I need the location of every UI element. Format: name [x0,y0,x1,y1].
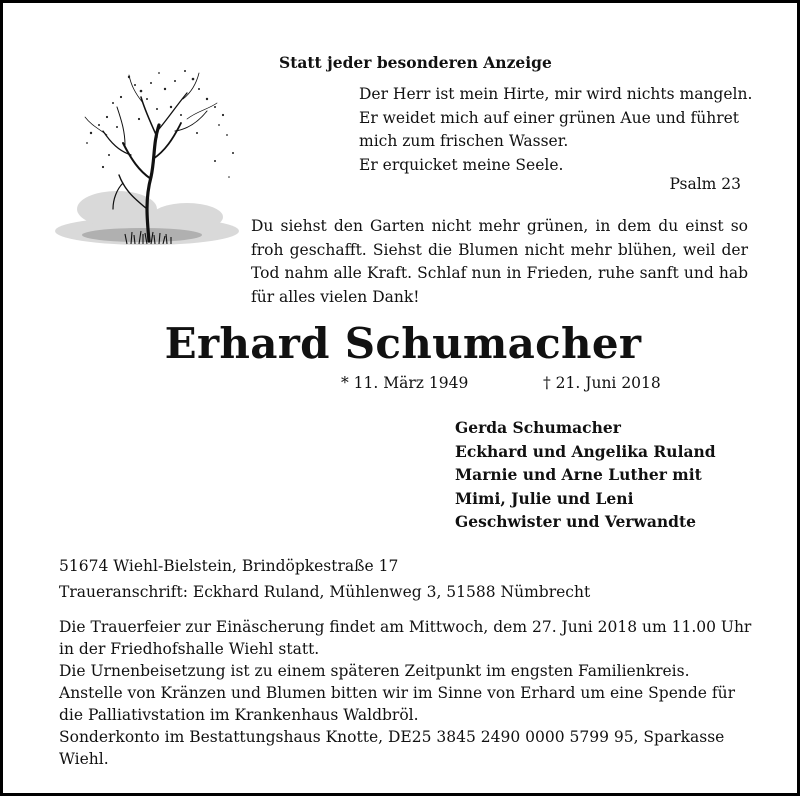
mourner-entry: Marnie und Arne Luther mit [455,465,702,484]
mourner-entry: Eckhard und Angelika Ruland [455,441,716,461]
bible-verse [359,83,752,177]
mourner-entry: Geschwister und Verwandte [455,512,696,531]
verse-source: Psalm 23 [669,175,741,193]
poem-text: Du siehst den Garten nicht mehr grünen, in dem du einst so froh geschafft. Siehst die Blumen nicht mehr blühen, weil der Tod nahm alle Kraft. Schlaf nun in Frieden, ruhe sanft und hab für alles vielen Dank! [251,217,748,306]
info-paragraph: Die Trauerfeier zur Einäscherung findet am Mittwoch, dem 27. Juni 2018 um 11.00 Uhr in der Friedhofshalle Wiehl statt. [59,618,752,658]
info-paragraph: Die Urnenbeisetzung ist zu einem späteren Zeitpunkt im engsten Familienkreis. [59,662,690,680]
info-paragraph: Anstelle von Kränzen und Blumen bitten wir im Sinne von Erhard um eine Spende für die Palliativstation im Krankenhaus Waldbröl. [59,684,736,724]
verse-line: Der Herr ist mein Hirte, mir wird nichts mangeln. [359,85,753,103]
home-address: 51674 Wiehl-Bielstein, Brindöpkestraße 17 [59,557,399,575]
condolence-address: Traueranschrift: Eckhard Ruland, Mühlenweg 3, 51588 Nümbrecht [59,583,591,601]
mourners-list [455,416,716,534]
notice-heading: Statt jeder besonderen Anzeige [279,53,552,72]
verse-line: Er weidet mich auf einer grünen Aue und führet [359,108,740,127]
deceased-name: Erhard Schumacher [164,319,642,368]
death-date: † 21. Juni 2018 [543,374,661,392]
mourner-entry: Gerda Schumacher [455,418,621,437]
tree-icon [47,59,247,259]
info-paragraph: Sonderkonto im Bestattungshaus Knotte, DE25 3845 2490 0000 5799 95, Sparkasse Wiehl. [59,728,725,768]
funeral-information [59,616,752,770]
birth-date: * 11. März 1949 [341,374,469,392]
mourner-entry: Mimi, Julie und Leni [455,488,634,508]
verse-line: mich zum frischen Wasser. [359,132,569,150]
verse-line: Er erquicket meine Seele. [359,155,564,174]
